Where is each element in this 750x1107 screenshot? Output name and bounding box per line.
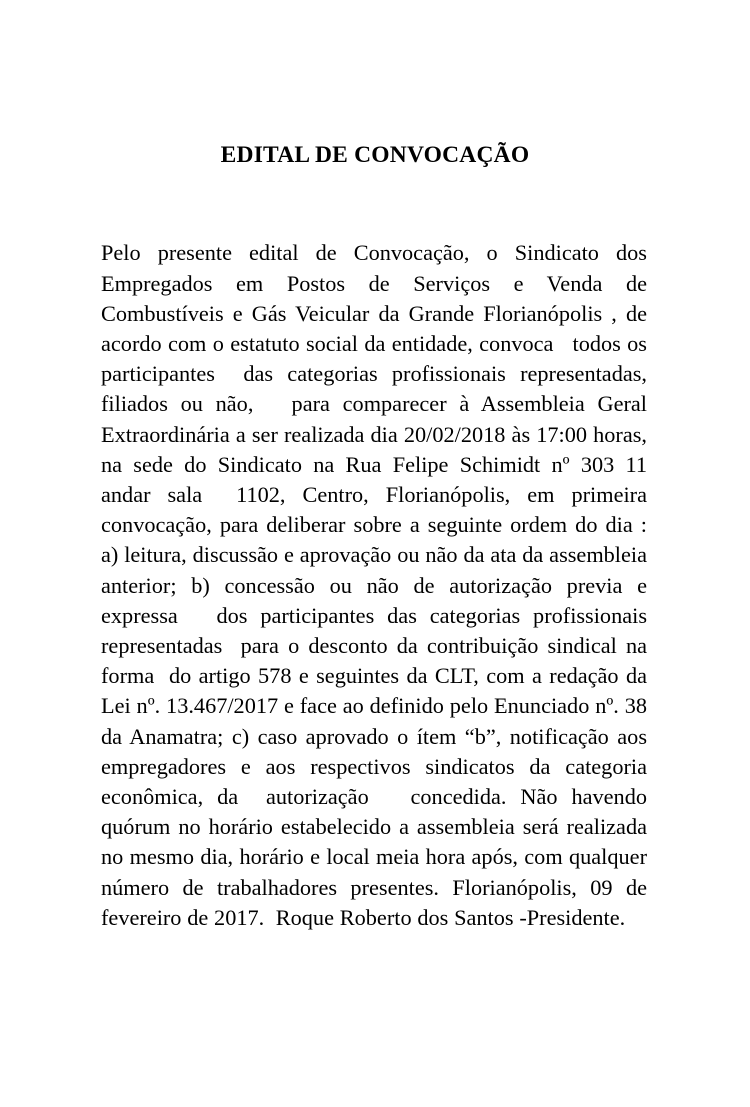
page-title: EDITAL DE CONVOCAÇÃO <box>220 141 530 168</box>
document-body <box>101 178 659 993</box>
body-paragraph: Pelo presente edital de Convocação, o Sindicato dos Empregados em Postos de Serviços e Venda de Combustíveis e Gás Veicular da Grande Florianópolis , de acordo com o estatuto social da entidade, convoca todos os participantes das categorias profissionais representadas, filiados ou não, para comparecer à Assembleia Geral Extraordinária a ser realizada dia 20/02/2018 às 17:00 horas, na sede do Sindicato na Rua Felipe Schimidt nº 303 11 andar sala 1102, Centro, Florianópolis, em primeira convocação, para deliberar sobre a seguinte ordem do dia : a) leitura, discussão e aprovação ou não da ata da assembleia anterior; b) concessão ou não de autorização previa e expressa dos participantes das categorias profissionais representadas para o desconto da contribuição sindical na forma do artigo 578 e seguintes da CLT, com a redação da Lei nº. 13.467/2017 e face ao definido pelo Enunciado nº. 38 da Anamatra; c) caso aprovado o ítem “b”, notificação aos empregadores e aos respectivos sindicatos da categoria econômica, da autorização concedida. Não havendo quórum no horário estabelecido a assembleia será realizada no mesmo dia, horário e local meia hora após, com qualquer número de trabalhadores presentes. Florianópolis, 09 de fevereiro de 2017. Roque Roberto dos Santos -Presidente. <box>101 240 659 930</box>
